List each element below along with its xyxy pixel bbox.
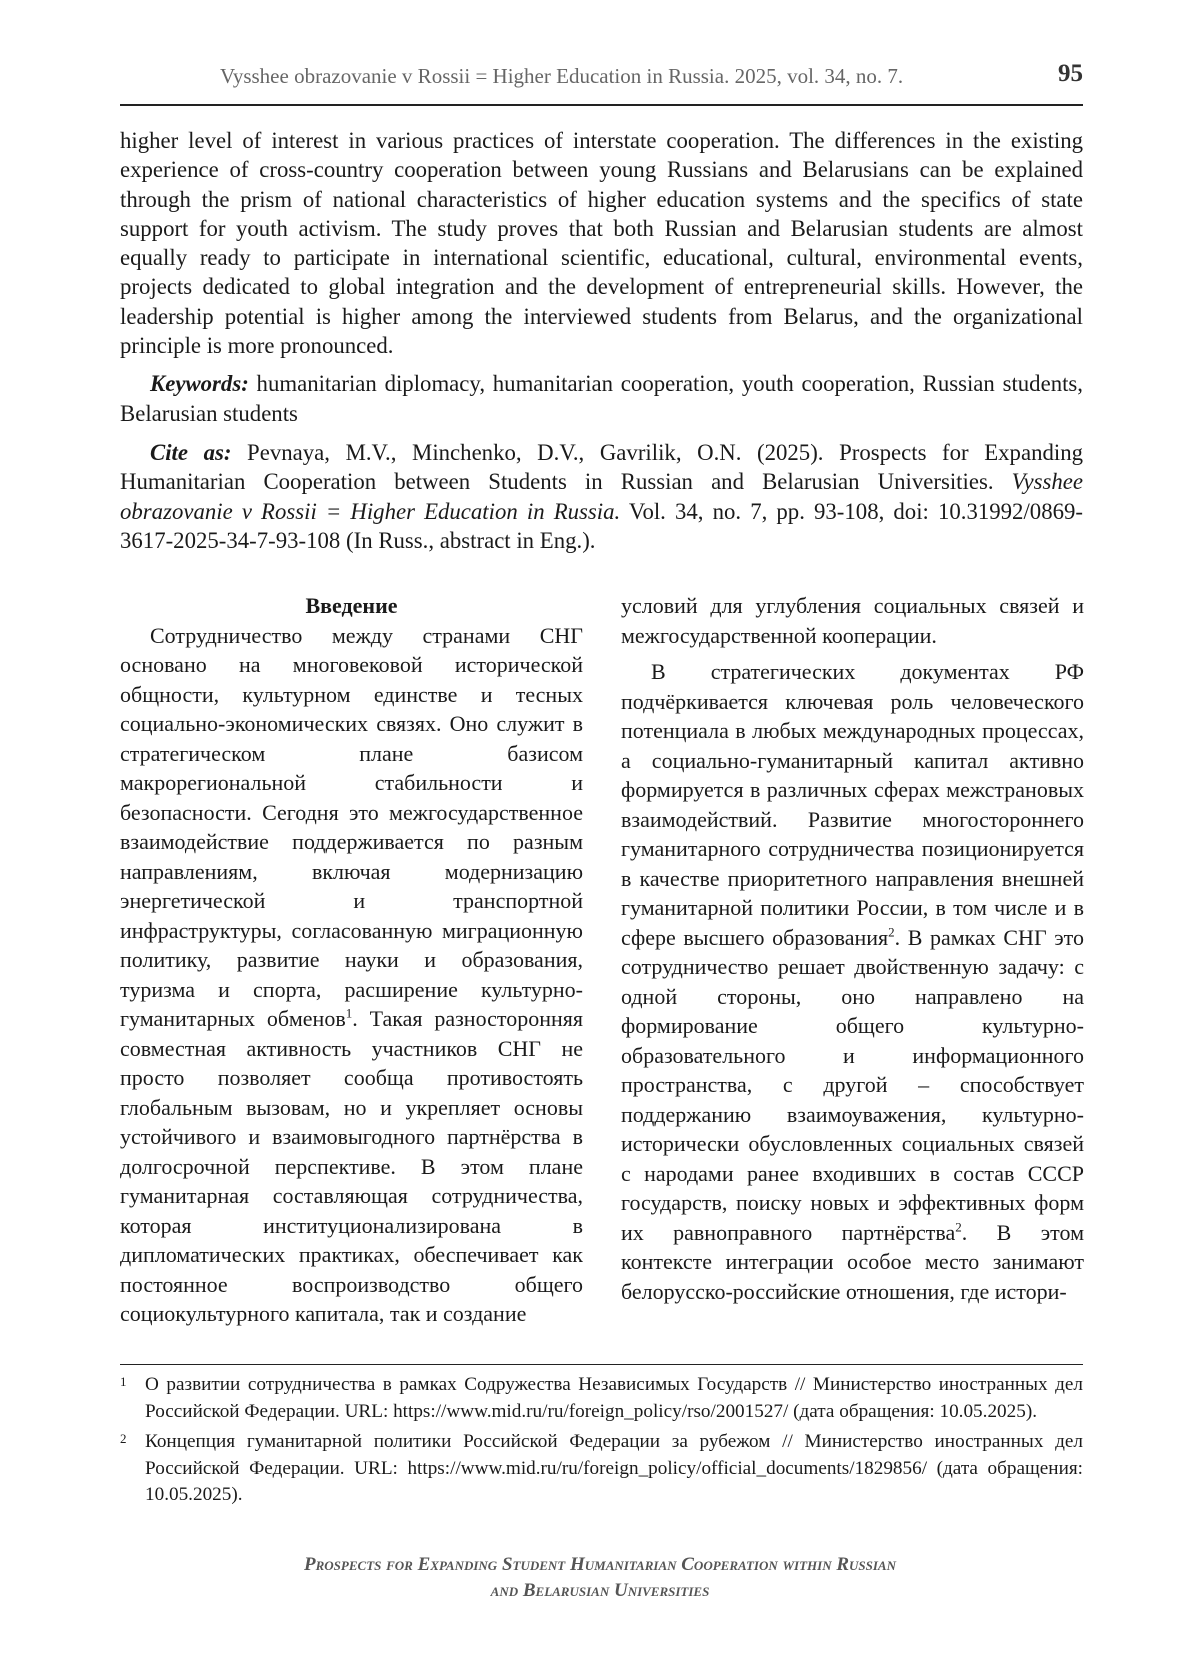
paragraph-1-continued: условий для углубления социальных связей и межгосударственной кооперации. <box>621 593 1084 648</box>
footnote-2 <box>120 1429 1083 1509</box>
paragraph-1-text-b: . Такая разносторонняя совместная активность участников СНГ не просто позволяет сообща противостоять глобальным вызовам, но и укрепляет основы устойчивого и взаимовыгодного партнёрства в долгосрочной перспективе. В этом плане гуманитарная составляющая сотрудничества, которая институционализирована в дипломатических практиках, обеспечивает как постоянное воспроизводство общего социокультурного капитала, так и создание <box>120 1006 583 1326</box>
citation-label: Cite as: <box>150 439 232 465</box>
paragraph-2-text-c: . В этом контексте интеграции особое место занимают белорусско-российские отношения, где истори- <box>621 1219 1084 1304</box>
running-footer <box>0 1552 1200 1604</box>
citation <box>120 438 1083 555</box>
paragraph-2-text-a: В стратегических документах РФ подчёркивается ключевая роль человеческого потенциала в любых международных процессах, а социально-гуманитарный капитал активно формируется в различных сферах межстрановых взаимодействий. Развитие многостороннего гуманитарного сотрудничества позиционируется в качестве приоритетного направления внешней гуманитарной политики России, в том числе и в сфере высшего образования <box>621 659 1084 950</box>
footnote-number: 1 <box>120 1374 127 1389</box>
keywords-text: humanitarian diplomacy, humanitarian cooperation, youth cooperation, Russian students, Belarusian students <box>120 371 1083 426</box>
footnote-ref-2b: 2 <box>955 1219 962 1235</box>
footer-line-1: Prospects for Expanding Student Humanitarian Cooperation within Russian <box>304 1554 896 1575</box>
footnote-1 <box>120 1372 1083 1425</box>
citation-details: Vol. 34, no. 7, pp. 93-108, doi: 10.31992/0869-3617-2025-34-7-93-108 (In Russ., abstract in Eng.). <box>120 498 1083 553</box>
paragraph-2-text-b: . В рамках СНГ это сотрудничество решает двойственную задачу: с одной стороны, оно направлено на формирование общего культурно-образовательного и информационного пространства, с другой – способствует поддержанию взаимоуважения, культурно-исторически обусловленных социальных связей с народами ранее входивших в состав СССР государств, поиску новых и эффективных форм их равноправного партнёрства <box>621 924 1085 1245</box>
footnote-divider <box>120 1364 1083 1365</box>
footnote-text: Концепция гуманитарной политики Российской Федерации за рубежом // Министерство иностранных дел Российской Федерации. URL: https://www.mid.ru/ru/foreign_policy/official_documents/1829856/ (дата обращения: 10.05.2025). <box>145 1431 1083 1505</box>
paragraph-2 <box>621 657 1084 1306</box>
abstract-text: higher level of interest in various practices of interstate cooperation. The differences in the existing experience of cross-country cooperation between young Russians and Belarusians can be explained through the prism of national characteristics of higher education systems and the specifics of state support for youth activism. The study proves that both Russian and Belarusian students are almost equally ready to participate in international scientific, educational, cultural, environmental events, projects dedicated to global integration and the development of entrepreneurial skills. However, the leadership potential is higher among the interviewed students from Belarus, and the organizational principle is more pronounced. <box>120 128 1083 359</box>
footnote-ref-2: 2 <box>888 924 895 940</box>
abstract-block <box>120 126 1083 555</box>
paragraph-1 <box>120 621 583 1329</box>
keywords-label: Keywords: <box>150 371 249 397</box>
journal-title: Vysshee obrazovanie v Rossii = Higher Education in Russia. 2025, vol. 34, no. 7. <box>220 64 904 88</box>
body-column-left <box>120 591 583 1329</box>
paragraph-1-text-a: Сотрудничество между странами СНГ основано на многовековой исторической общности, культурном единстве и тесных социально-экономических связях. Оно служит в стратегическом плане базисом макрорегиональной стабильности и безопасности. Сегодня это межгосударственное взаимодействие поддерживается по разным направлениям, включая модернизацию энергетической и транспортной инфраструктуры, согласованную миграционную политику, развитие науки и образования, туризма и спорта, расширение культурно-гуманитарных обменов <box>120 622 583 1031</box>
footnote-ref-1: 1 <box>345 1005 353 1021</box>
footer-line-2: and Belarusian Universities <box>490 1580 710 1601</box>
footnote-text: О развитии сотрудничества в рамках Содружества Независимых Государств // Министерство иностранных дел Российской Федерации. URL: https://www.mid.ru/ru/foreign_policy/rso/2001527/ (дата обращения: 10.05.2025). <box>145 1374 1083 1422</box>
section-heading: Введение <box>305 593 398 618</box>
footnote-number: 2 <box>120 1431 127 1446</box>
citation-authors-title: Pevnaya, M.V., Minchenko, D.V., Gavrilik, O.N. (2025). Prospects for Expanding Humanitarian Cooperation between Students in Russian and Belarusian Universities. <box>120 439 1083 495</box>
body-column-right <box>621 591 1084 1306</box>
citation-journal: Vysshee obrazovanie v Rossii = Higher Education in Russia. <box>120 469 1083 524</box>
page-number: 95 <box>1058 60 1083 87</box>
keywords <box>120 369 1083 428</box>
running-header <box>120 62 1083 106</box>
footnotes <box>120 1372 1083 1513</box>
